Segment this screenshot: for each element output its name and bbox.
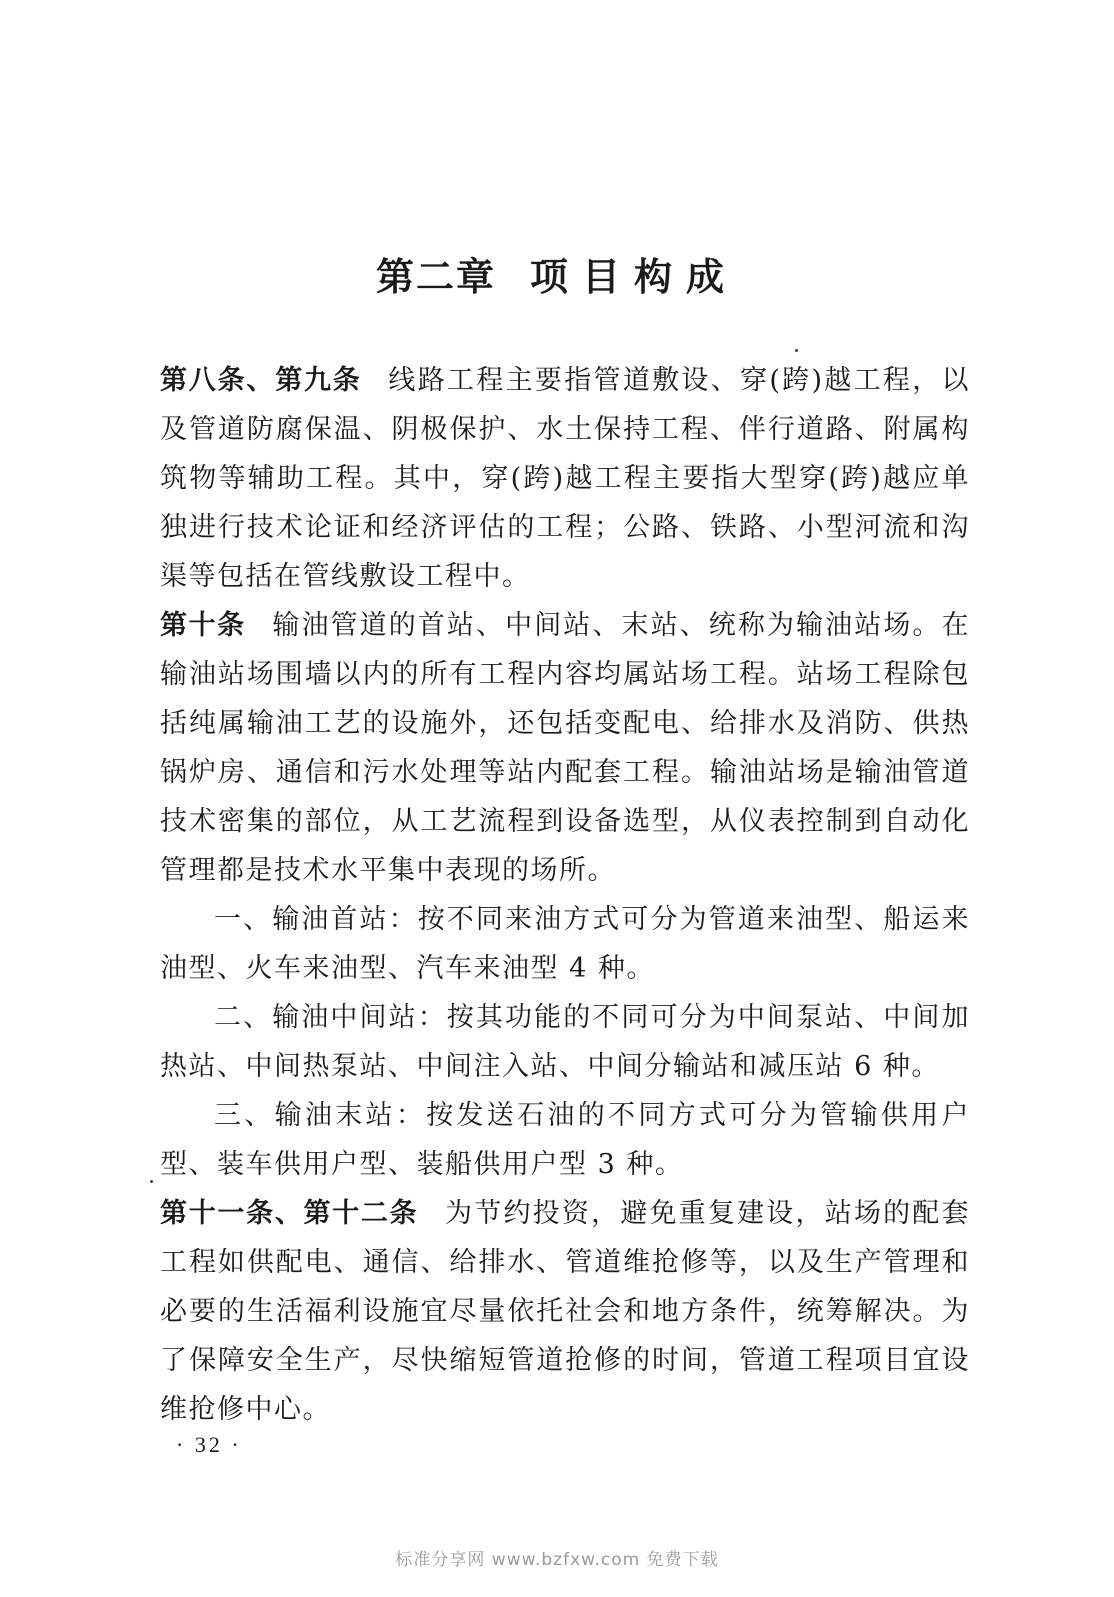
list-item: 三、输油末站：按发送石油的不同方式可分为管输供用户型、装车供用户型、装船供用户型 3 种。 (160, 1100, 970, 1180)
chapter-title (0, 251, 1114, 303)
article-number: 第十一条、第十二条 (160, 1198, 419, 1229)
watermark: 标准分享网 www.bzfxw.com 免费下载 (395, 1550, 719, 1570)
scan-speck (795, 349, 798, 352)
list-item: 二、输油中间站：按其功能的不同可分为中间泵站、中间加热站、中间热泵站、中间注入站、中间分输站和减压站 6 种。 (160, 1002, 970, 1082)
list-item: 一、输油首站：按不同来油方式可分为管道来油型、船运来油型、火车来油型、汽车来油型 4 种。 (160, 904, 970, 984)
article-body (160, 356, 970, 1434)
chapter-name: 项目构成 (530, 255, 739, 300)
article-number: 第十条 (160, 610, 246, 641)
article-text: 输油管道的首站、中间站、末站、统称为输油站场。在输油站场围墙以内的所有工程内容均属站场工程。站场工程除包括纯属输油工艺的设施外，还包括变配电、给排水及消防、供热锅炉房、通信和污水处理等站内配套工程。输油站场是输油管道技术密集的部位，从工艺流程到设备选型，从仪表控制到自动化管理都是技术水平集中表现的场所。 (160, 610, 971, 886)
article-text: 线路工程主要指管道敷设、穿(跨)越工程，以及管道防腐保温、阴极保护、水土保持工程、伴行道路、附属构筑物等辅助工程。其中，穿(跨)越工程主要指大型穿(跨)越应单独进行技术论证和经济评估的工程；公路、铁路、小型河流和沟渠等包括在管线敷设工程中。 (160, 365, 970, 592)
chapter-number: 第二章 (375, 255, 496, 300)
article-number: 第八条、第九条 (160, 365, 362, 396)
article-paragraph (160, 601, 970, 895)
scan-speck (150, 1180, 153, 1183)
page-number: · 32 · (176, 1432, 242, 1457)
article-paragraph (160, 1189, 970, 1434)
article-paragraph (160, 356, 970, 601)
article-text: 为节约投资，避免重复建设，站场的配套工程如供配电、通信、给排水、管道维抢修等，以及生产管理和必要的生活福利设施宜尽量依托社会和地方条件，统筹解决。为了保障安全生产，尽快缩短管道抢修的时间，管道工程项目宜设维抢修中心。 (160, 1198, 971, 1425)
